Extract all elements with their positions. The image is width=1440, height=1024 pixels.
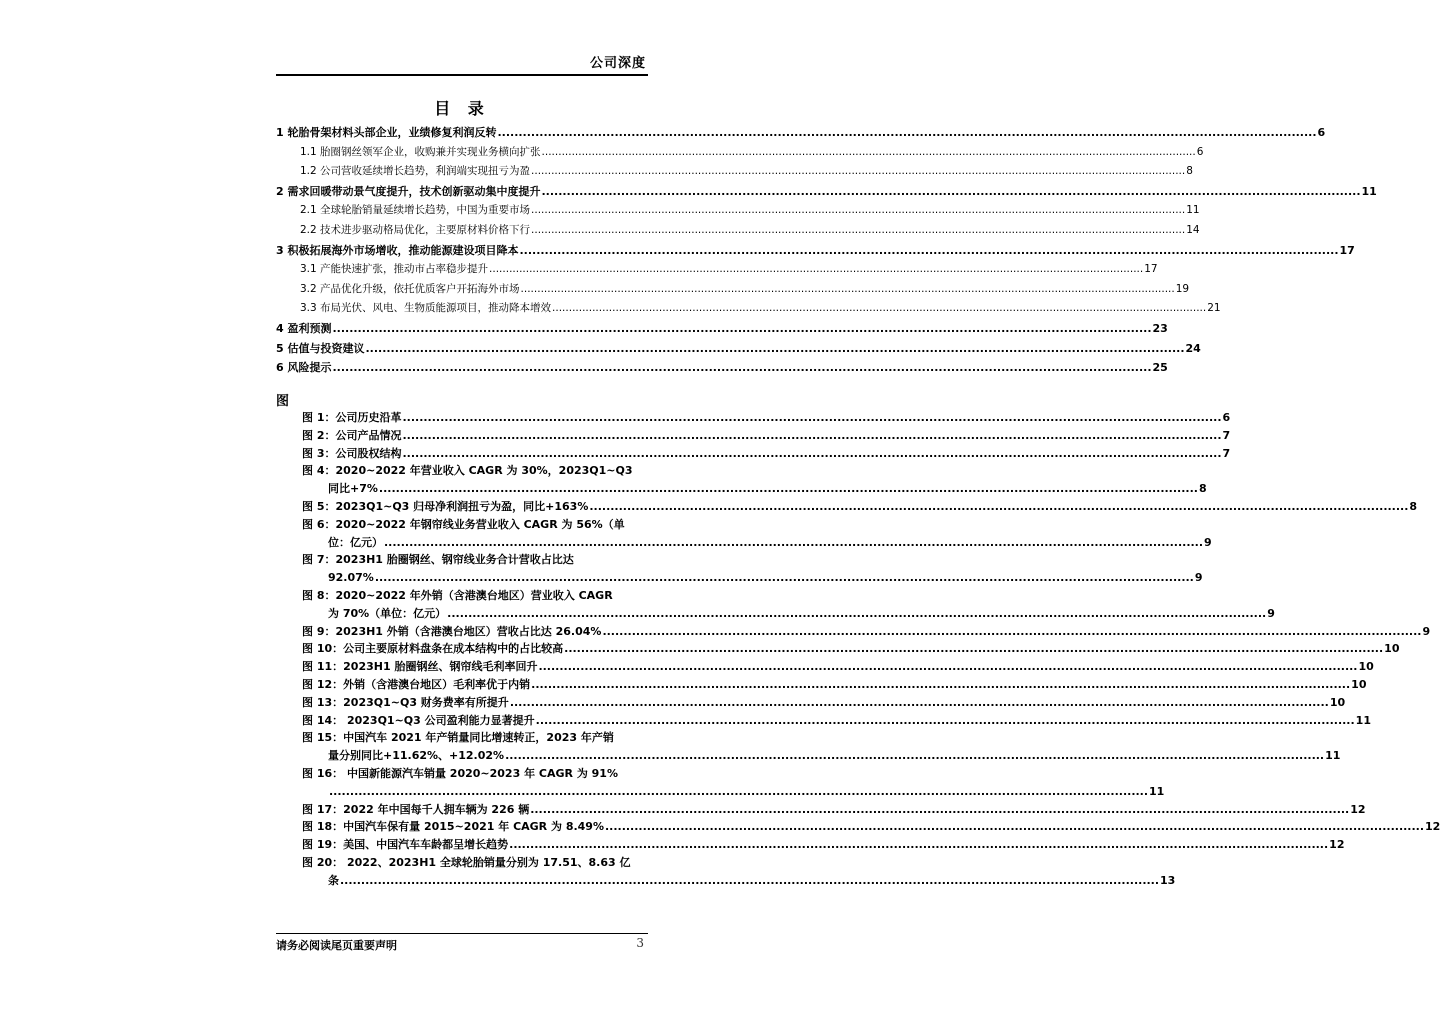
toc-entry[interactable]	[276, 242, 1355, 262]
toc-entry-text: 3.1 产能快速扩张，推动市占率稳步提升	[300, 263, 489, 276]
figure-entry-text: 图 4：2020~2022 年营业收入 CAGR 为 30%，2023Q1~Q3	[302, 464, 633, 478]
figure-leader-dots	[375, 569, 1194, 587]
figure-leader-dots	[447, 605, 1266, 623]
toc-entry-text: 2 需求回暖带动景气度提升，技术创新驱动集中度提升	[276, 184, 541, 198]
figure-entry-page: 11	[1325, 749, 1341, 763]
figure-entry-page: 10	[1351, 677, 1367, 691]
figure-leader-dots	[564, 640, 1383, 658]
toc-entry-text: 3.2 产品优化升级，依托优质客户开拓海外市场	[300, 282, 520, 295]
toc-entry[interactable]	[276, 359, 1168, 379]
figure-entry[interactable]	[302, 409, 1231, 427]
figure-entry[interactable]	[302, 427, 1231, 445]
figure-entry-page: 9	[1204, 535, 1212, 549]
figure-entry-text: 图 13：2023Q1~Q3 财务费率有所提升	[302, 695, 509, 709]
figure-entry-text: 图 6：2020~2022 年钢帘线业务营业收入 CAGR 为 56%（单	[302, 517, 625, 531]
toc-entry[interactable]	[276, 261, 1158, 281]
figure-entry[interactable]	[302, 445, 1231, 463]
figure-entry-text: 图 14： 2023Q1~Q3 公司盈利能力显著提升	[302, 713, 535, 727]
figure-entry-text: 图 11：2023H1 胎圈钢丝、钢帘线毛利率回升	[302, 660, 538, 674]
toc-leader-dots	[332, 322, 1151, 335]
figure-entry[interactable]	[302, 462, 1207, 498]
toc-entry[interactable]	[276, 300, 1221, 320]
figure-leader-dots	[402, 445, 1221, 463]
figure-entry-page: 10	[1384, 642, 1400, 656]
figure-list	[302, 409, 1440, 890]
toc-leader-dots	[365, 342, 1184, 355]
figure-entry-page: 13	[1160, 873, 1176, 887]
figure-entry[interactable]	[302, 676, 1367, 694]
figure-entry[interactable]	[302, 854, 1176, 890]
page-number: 3	[636, 936, 644, 950]
toc-entry[interactable]	[276, 183, 1377, 203]
figure-entry-text: 图 7：2023H1 胎圈钢丝、钢帘线业务合计营收占比达	[302, 553, 574, 567]
toc-leader-dots	[531, 224, 1185, 236]
figure-entry-page: 10	[1358, 660, 1374, 674]
figure-entry-page: 12	[1425, 820, 1440, 834]
figure-entry-page: 9	[1194, 571, 1203, 585]
figure-leader-dots	[402, 427, 1221, 445]
figure-entry-page: 6	[1222, 411, 1231, 424]
figure-entry-page: 11	[1149, 784, 1165, 798]
footer-divider	[276, 933, 648, 934]
figure-leader-dots	[589, 498, 1408, 516]
figure-entry-text: 图 10：公司主要原材料盘条在成本结构中的占比较高	[302, 642, 564, 656]
report-type-label: 公司深度	[589, 56, 646, 71]
figure-entry[interactable]	[302, 623, 1431, 641]
toc-entry-text: 2.1 全球轮胎销量延续增长趋势，中国为重要市场	[300, 204, 531, 217]
figure-entry-page: 11	[1355, 713, 1371, 727]
figure-entry-text: 图 1：公司历史沿革	[302, 411, 402, 424]
toc-entry-text: 1 轮胎骨架材料头部企业，业绩修复利润反转	[276, 126, 497, 139]
figure-entry-page: 8	[1409, 499, 1418, 513]
figure-leader-dots	[510, 694, 1329, 712]
figure-leader-dots	[605, 818, 1424, 836]
figure-list-heading: 图	[276, 394, 290, 409]
figure-entry[interactable]	[302, 516, 1212, 552]
figure-entry-text: 图 15：中国汽车 2021 年产销量同比增速转正，2023 年产销	[302, 731, 614, 745]
toc-entry-text: 4 盈利预测	[276, 321, 332, 335]
figure-entry[interactable]	[302, 729, 1341, 765]
toc-entry-page: 24	[1185, 341, 1201, 355]
toc-entry-page: 17	[1144, 263, 1158, 276]
figure-entry-page: 9	[1422, 624, 1431, 638]
toc-leader-dots	[521, 283, 1175, 295]
toc-entry-text: 1.2 公司营收延续增长趋势，利润端实现扭亏为盈	[300, 165, 531, 178]
figure-entry-text: 图 2：公司产品情况	[302, 428, 402, 442]
figure-entry-text: 图 16： 中国新能源汽车销量 2020~2023 年 CAGR 为 91%	[302, 766, 618, 780]
figure-entry-text: 图 19：美国、中国汽车车龄都呈增长趋势	[302, 838, 509, 852]
figure-leader-dots	[530, 801, 1349, 819]
figure-leader-dots	[536, 712, 1355, 730]
footer-disclaimer[interactable]: 请务必阅读尾页重要声明	[276, 939, 397, 952]
toc-entry-page: 11	[1361, 184, 1377, 198]
figure-leader-dots	[602, 623, 1421, 641]
figure-entry-text: 为 70%（单位：亿元）	[328, 606, 447, 620]
toc-entry-page: 11	[1186, 204, 1200, 217]
toc-leader-dots	[489, 263, 1143, 275]
toc-leader-dots	[552, 302, 1206, 314]
toc-entry-text: 6 风险提示	[276, 361, 332, 375]
figure-entry[interactable]	[302, 587, 1275, 623]
toc-entry-text: 1.1 胎圈钢丝领军企业，收购兼并实现业务横向扩张	[300, 145, 541, 158]
figure-leader-dots	[402, 409, 1221, 427]
figure-leader-dots	[384, 534, 1203, 552]
figure-entry[interactable]	[302, 712, 1371, 730]
figure-entry[interactable]	[302, 694, 1346, 712]
figure-entry-page: 7	[1222, 446, 1231, 460]
toc-entry[interactable]	[276, 222, 1200, 242]
figure-entry-page: 12	[1329, 838, 1345, 852]
figure-leader-dots	[538, 658, 1357, 676]
toc-entry-page: 14	[1186, 223, 1200, 236]
figure-entry-text: 图 5：2023Q1~Q3 归母净利润扭亏为盈，同比+163%	[302, 499, 589, 513]
figure-entry[interactable]	[302, 836, 1345, 854]
figure-entry-text: 图 9：2023H1 外销（含港澳台地区）营收占比达 26.04%	[302, 624, 602, 638]
toc-entry[interactable]	[276, 281, 1190, 301]
toc-entry-text: 2.2 技术进步驱动格局优化，主要原材料价格下行	[300, 223, 531, 236]
toc-entry[interactable]	[276, 163, 1193, 183]
figure-entry-text: 量分别同比+11.62%、+12.02%	[328, 749, 505, 763]
figure-entry-page: 12	[1350, 802, 1366, 816]
figure-entry[interactable]	[302, 640, 1400, 658]
figure-entry[interactable]	[302, 551, 1203, 587]
toc-entry-page: 23	[1152, 321, 1168, 335]
figure-entry-page: 10	[1329, 695, 1346, 709]
toc-leader-dots	[519, 244, 1338, 257]
figure-entry[interactable]	[302, 801, 1366, 819]
toc-list	[276, 124, 1377, 379]
figure-leader-dots	[505, 747, 1324, 765]
figure-entry[interactable]	[302, 498, 1418, 516]
toc-leader-dots	[542, 146, 1196, 158]
figure-entry-text: 92.07%	[328, 571, 374, 585]
figure-entry-text: 图 20： 2022、2023H1 全球轮胎销量分别为 17.51、8.63 亿	[302, 855, 631, 869]
toc-leader-dots	[531, 204, 1185, 216]
figure-entry-text: 条	[328, 873, 339, 887]
figure-leader-dots	[340, 872, 1159, 890]
figure-leader-dots	[531, 676, 1350, 694]
toc-title: 目 录	[434, 99, 490, 118]
header-divider	[276, 74, 648, 76]
toc-leader-dots	[541, 185, 1360, 198]
toc-entry-page: 6	[1196, 145, 1204, 158]
figure-entry-text: 位：亿元）	[328, 535, 383, 549]
toc-entry[interactable]	[276, 202, 1200, 222]
toc-entry-text: 3.3 布局光伏、风电、生物质能源项目，推动降本增效	[300, 302, 552, 315]
toc-entry-page: 17	[1339, 243, 1355, 257]
toc-entry-page: 25	[1152, 361, 1168, 375]
toc-entry-page: 8	[1186, 165, 1193, 178]
figure-entry-text: 图 8：2020~2022 年外销（含港澳台地区）营业收入 CAGR	[302, 588, 613, 602]
toc-entry[interactable]	[276, 340, 1201, 360]
figure-entry-text: 同比+7%	[328, 482, 378, 496]
toc-leader-dots	[497, 126, 1316, 139]
figure-entry-page: 8	[1198, 482, 1207, 496]
toc-leader-dots	[332, 361, 1151, 374]
figure-entry-page: 9	[1267, 606, 1275, 620]
figure-leader-dots	[329, 783, 1148, 801]
toc-entry[interactable]	[276, 144, 1204, 164]
toc-entry-text: 5 估值与投资建议	[276, 341, 365, 355]
toc-entry[interactable]	[276, 124, 1326, 144]
figure-entry-text: 图 18：中国汽车保有量 2015~2021 年 CAGR 为 8.49%	[302, 820, 604, 834]
toc-entry[interactable]	[276, 320, 1168, 340]
toc-entry-page: 19	[1175, 282, 1190, 295]
figure-entry[interactable]	[302, 765, 1165, 801]
figure-entry[interactable]	[302, 818, 1440, 836]
toc-entry-page: 6	[1317, 126, 1326, 139]
figure-entry[interactable]	[302, 658, 1374, 676]
toc-entry-page: 21	[1207, 302, 1221, 315]
figure-leader-dots	[509, 836, 1328, 854]
figure-entry-page: 7	[1222, 428, 1231, 442]
figure-entry-text: 图 12：外销（含港澳台地区）毛利率优于内销	[302, 677, 531, 691]
figure-leader-dots	[379, 480, 1198, 498]
toc-entry-text: 3 积极拓展海外市场增收，推动能源建设项目降本	[276, 243, 519, 257]
toc-leader-dots	[531, 165, 1185, 177]
figure-entry-text: 图 17：2022 年中国每千人拥车辆为 226 辆	[302, 802, 530, 816]
figure-entry-text: 图 3：公司股权结构	[302, 446, 402, 460]
